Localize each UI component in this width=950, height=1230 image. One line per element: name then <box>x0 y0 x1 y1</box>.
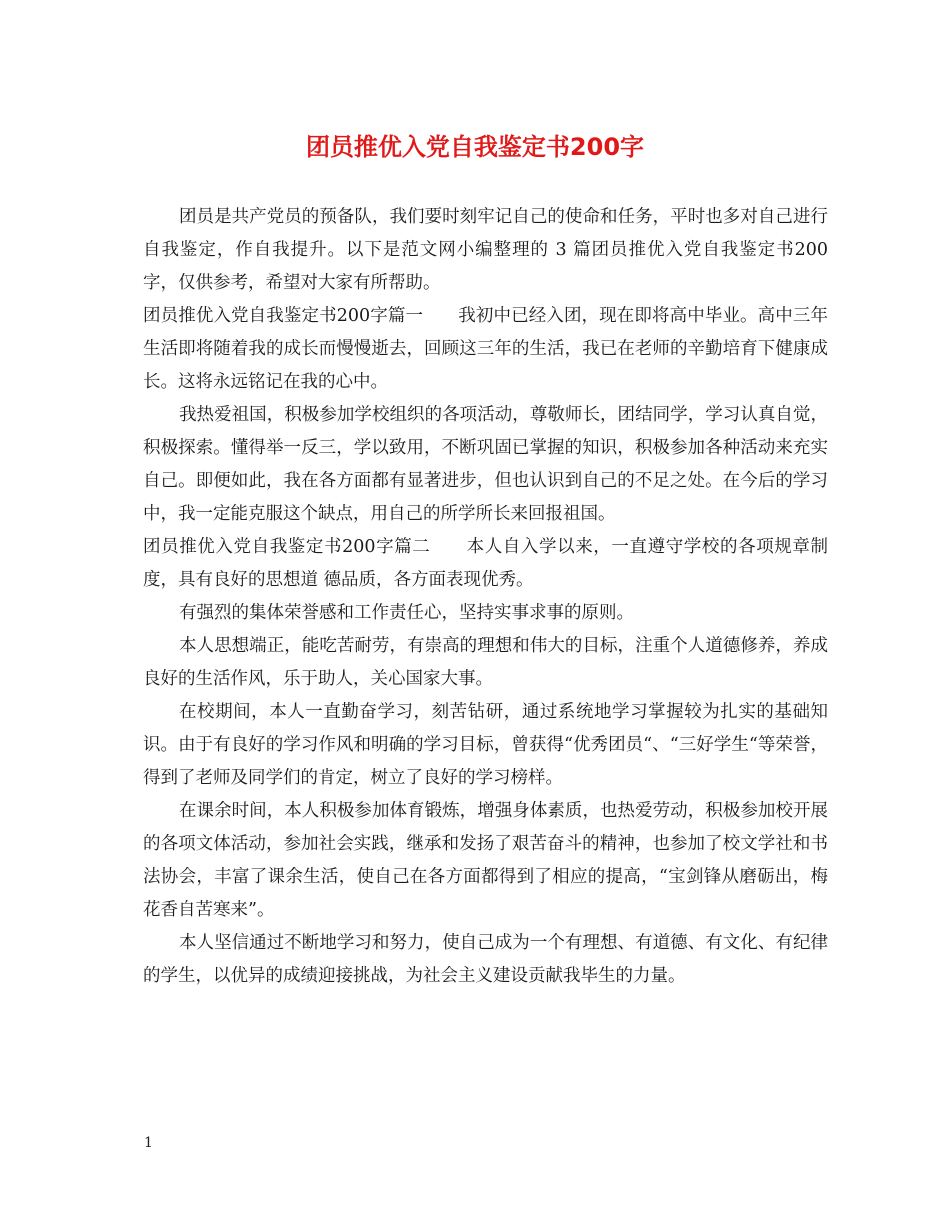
body-paragraph: 在课余时间，本人积极参加体育锻炼，增强身体素质，也热爱劳动，积极参加校开展的各项文体活动，参加社会实践，继承和发扬了艰苦奋斗的精神，也参加了校文学社和书法协会，丰富了课余生活，使自己在各方面都得到了相应的提高，“宝剑锋从磨砺出，梅花香自苦寒来”。 <box>143 801 828 920</box>
body-paragraph: 在校期间，本人一直勤奋学习，刻苦钻研，通过系统地学习掌握较为扎实的基础知识。由于有良好的学习作风和明确的学习目标，曾获得“优秀团员“、“三好学生“等荣誉，得到了老师及同学们的肯定，树立了良好的学习榜样。 <box>143 702 828 788</box>
section-two-paragraph: 团员推优入党自我鉴定书200字篇二 本人自入学以来，一直遵守学校的各项规章制度，具有良好的思想道 德品质，各方面表现优秀。 <box>143 537 828 590</box>
document-title: 团员推优入党自我鉴定书200字 <box>305 133 645 161</box>
section-one-paragraph: 团员推优入党自我鉴定书200字篇一 我初中已经入团，现在即将高中毕业。高中三年生活即将随着我的成长而慢慢逝去，回顾这三年的生活，我已在老师的辛勤培育下健康成长。这将永远铭记在我的心中。 <box>143 306 828 392</box>
page-number: 1 <box>144 1135 153 1151</box>
document-body <box>143 201 828 993</box>
intro-paragraph: 团员是共产党员的预备队，我们要时刻牢记自己的使命和任务，平时也多对自己进行自我鉴定，作自我提升。以下是范文网小编整理的 3 篇团员推优入党自我鉴定书200字，仅供参考，希望对大家有所帮助。 <box>143 207 828 293</box>
body-paragraph: 本人坚信通过不断地学习和努力，使自己成为一个有理想、有道德、有文化、有纪律的学生，以优异的成绩迎接挑战，为社会主义建设贡献我毕生的力量。 <box>143 933 828 986</box>
body-paragraph: 有强烈的集体荣誉感和工作责任心，坚持实事求事的原则。 <box>179 603 634 623</box>
body-paragraph: 我热爱祖国，积极参加学校组织的各项活动，尊敬师长，团结同学，学习认真自觉，积极探索。懂得举一反三，学以致用，不断巩固已掌握的知识，积极参加各种活动来充实自己。即便如此，我在各方面都有显著进步，但也认识到自己的不足之处。在今后的学习中，我一定能克服这个缺点，用自己的所学所长来回报祖国。 <box>143 405 828 524</box>
body-paragraph: 本人思想端正，能吃苦耐劳，有崇高的理想和伟大的目标，注重个人道德修养，养成良好的生活作风，乐于助人，关心国家大事。 <box>143 636 828 689</box>
